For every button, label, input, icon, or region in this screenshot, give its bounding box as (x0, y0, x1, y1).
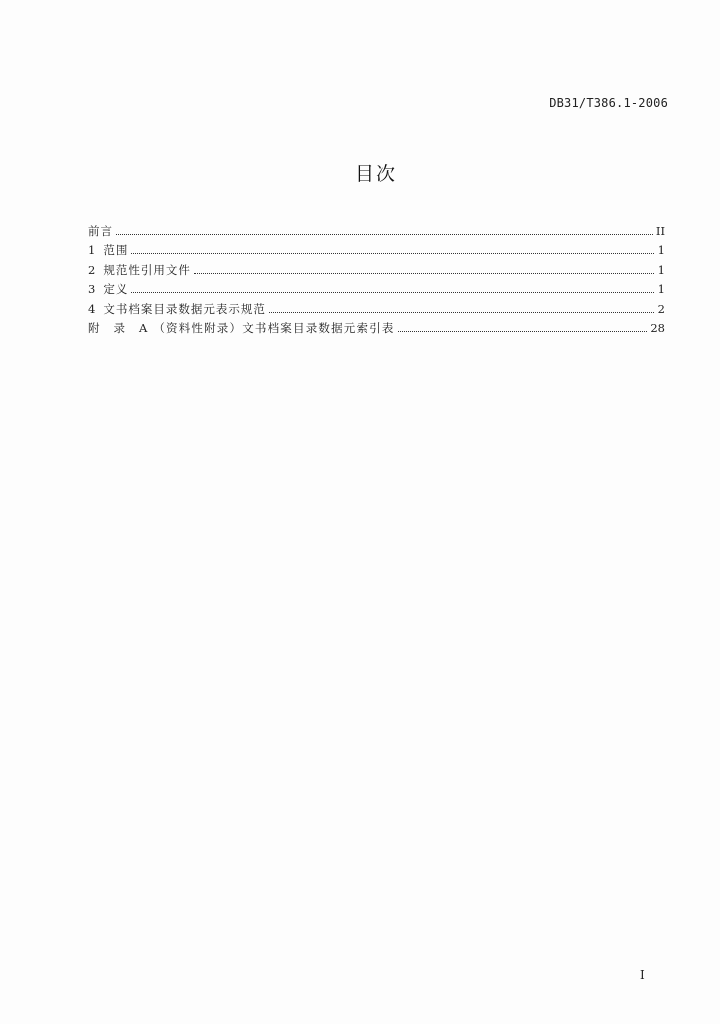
toc-entry-number: 1 (88, 243, 96, 258)
toc-entry-page: II (655, 224, 665, 238)
toc-entry-data-element-specification[interactable] (88, 300, 665, 319)
toc-leader-dots (116, 233, 653, 235)
toc-leader-dots (269, 311, 654, 313)
standard-code: DB31/T386.1-2006 (549, 96, 668, 110)
toc-entry-label: 文书档案目录数据元表示规范 (103, 301, 266, 316)
toc-entry-label: 规范性引用文件 (103, 262, 191, 277)
toc-entry-page: 2 (657, 301, 665, 316)
toc-annex-word: 录 (113, 320, 125, 335)
toc-entry-page: 1 (657, 262, 665, 277)
toc-entry-page: 1 (657, 282, 665, 297)
toc-entry-label: （资料性附录）文书档案目录数据元索引表 (153, 320, 395, 335)
toc-entry-page: 1 (657, 243, 665, 258)
toc-entry-normative-references[interactable] (88, 261, 665, 280)
toc-entry-number: 4 (88, 301, 96, 316)
page-title: 目次 (354, 163, 397, 185)
toc-entry-foreword[interactable] (88, 222, 665, 241)
toc-entry-page: 28 (650, 320, 665, 335)
toc-entry-scope[interactable] (88, 241, 665, 260)
toc-leader-dots (131, 252, 654, 254)
toc-entry-label: 前言 (88, 224, 113, 238)
toc-leader-dots (398, 330, 648, 332)
toc-entry-label: 范围 (103, 243, 129, 258)
toc-entry-label: 定义 (103, 282, 129, 297)
toc-leader-dots (194, 272, 654, 274)
page-number: I (640, 968, 645, 982)
toc-leader-dots (131, 291, 654, 293)
toc-entry-number: 2 (88, 262, 96, 277)
toc-entry-number: 3 (88, 282, 96, 297)
toc-annex-word: 附 (88, 320, 100, 335)
table-of-contents (88, 222, 665, 338)
toc-entry-annex-a[interactable] (88, 319, 665, 338)
toc-entry-definitions[interactable] (88, 280, 665, 299)
toc-annex-letter: A (139, 320, 148, 335)
